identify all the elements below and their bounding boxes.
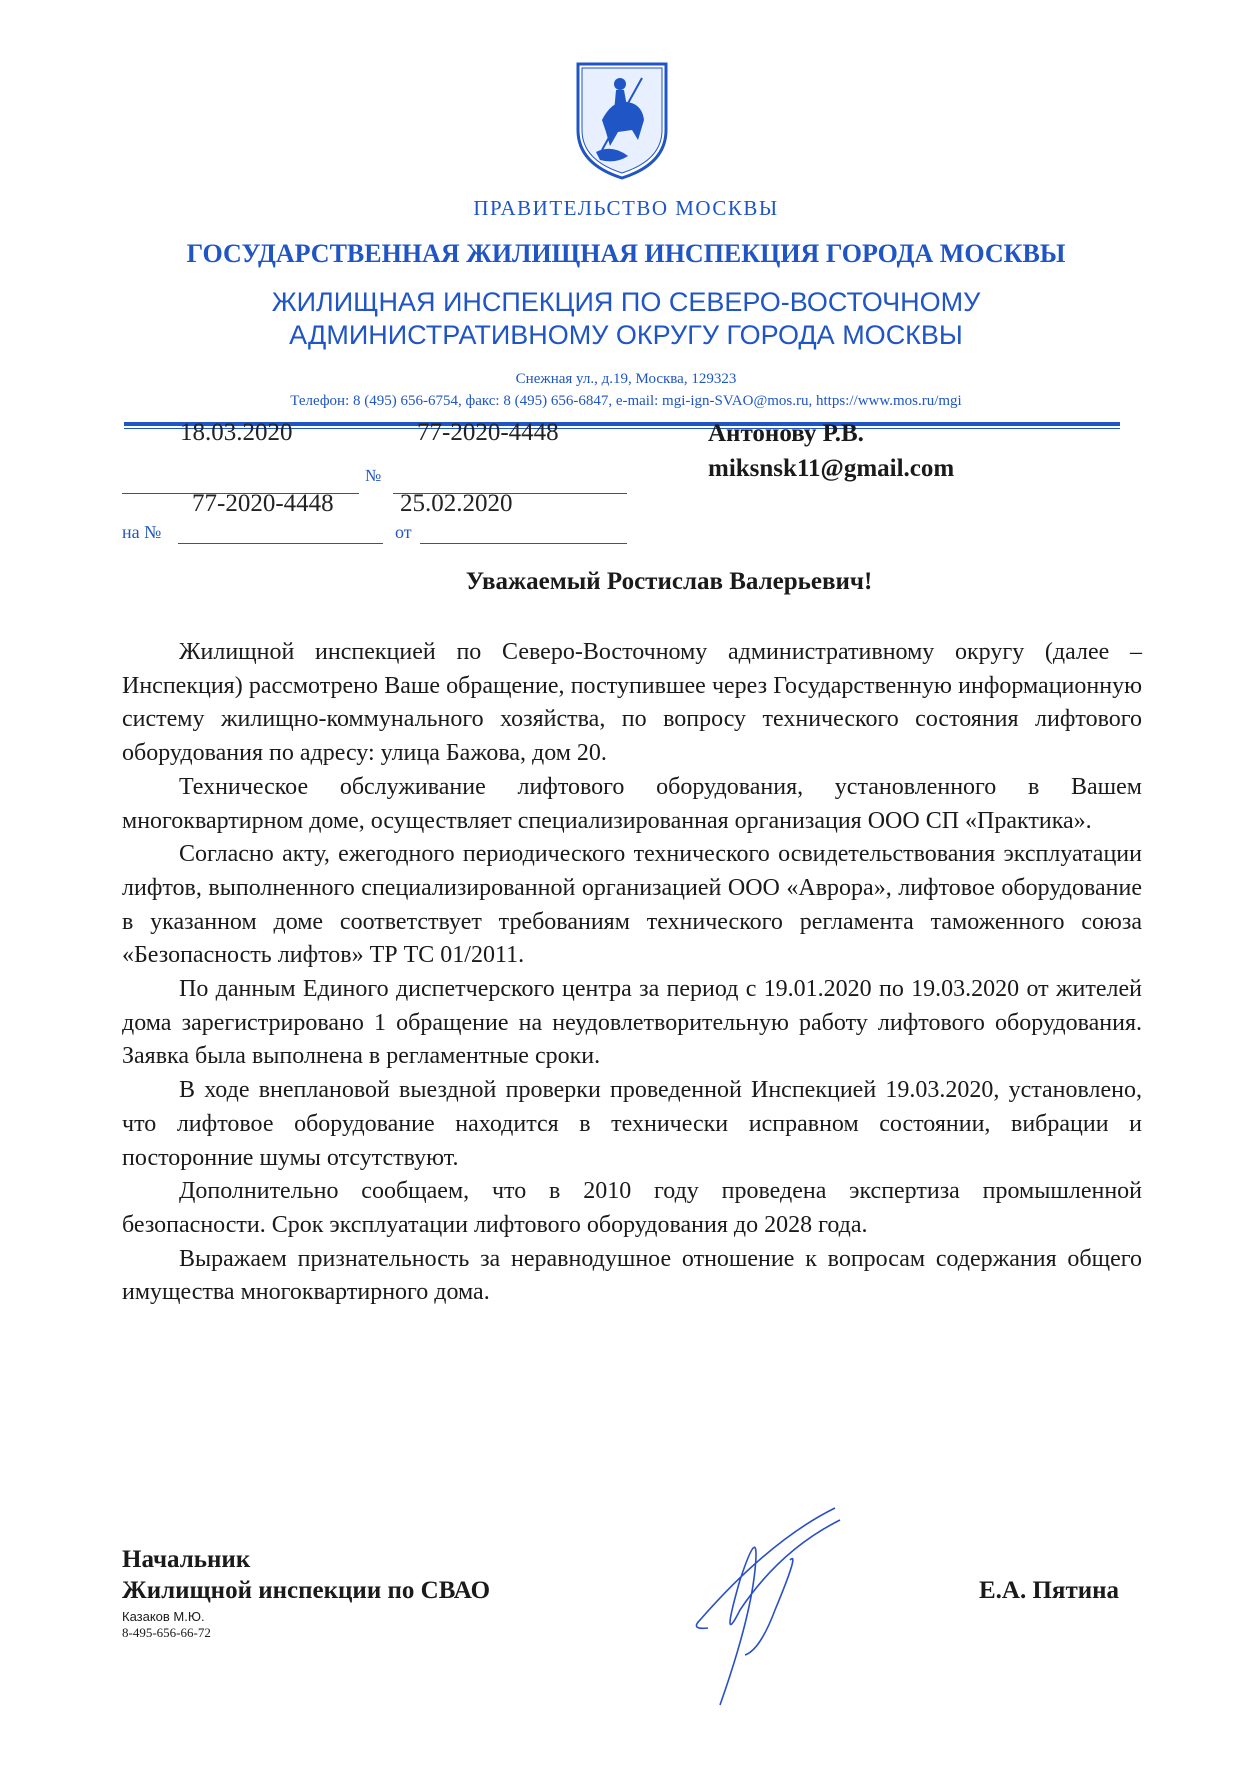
executor-name: Казаков М.Ю. (122, 1609, 205, 1624)
executor-phone: 8-495-656-66-72 (122, 1625, 211, 1640)
signer-position-line2: Жилищной инспекции по СВАО (122, 1577, 491, 1604)
letter-body (122, 636, 1142, 1310)
body-paragraph: По данным Единого диспетчерского центра за период с 19.01.2020 по 19.03.2020 от жителей дома зарегистрировано 1 обращение на неудовлетворительную работу лифтового оборудования. Заявка была выполнена в регламентные сроки. (122, 976, 1142, 1070)
body-paragraph: Выражаем признательность за неравнодушное отношение к вопросам содержания общего имущества многоквартирного дома. (122, 1245, 1142, 1306)
in-reply-number-line (178, 543, 383, 544)
recipient-email: miksnsk11@gmail.com (708, 455, 955, 482)
body-paragraph: Согласно акту, ежегодного периодического технического освидетельствования эксплуатации лифтов, выполненного специализированной организацией ООО «Аврора», лифтовое оборудование в указанном доме соответствует требованиям технического регламента таможенного союза «Безопасность лифтов» ТР ТС 01/2011. (122, 841, 1142, 969)
outgoing-date: 18.03.2020 (180, 419, 293, 446)
body-paragraph: Жилищной инспекцией по Северо-Восточному административному округу (далее – Инспекция) рассмотрено Ваше обращение, поступившее через Государственную информационную систему жилищно-коммунального хозяйства, по вопросу технического состояния лифтового оборудования по адресу: улица Бажова, дом 20. (122, 639, 1142, 767)
greeting: Уважаемый Ростислав Валерьевич! (465, 568, 873, 595)
government-name: ПРАВИТЕЛЬСТВО МОСКВЫ (473, 196, 779, 220)
moscow-coat-of-arms-emblem (572, 60, 672, 182)
recipient-name: Антонову Р.В. (708, 420, 864, 447)
in-reply-to-label: на № (122, 522, 162, 542)
department-name-line2: АДМИНИСТРАТИВНОМУ ОКРУГУ ГОРОДА МОСКВЫ (289, 320, 963, 350)
reference-date: 25.02.2020 (400, 490, 513, 517)
body-paragraph: В ходе внеплановой выездной проверки проведенной Инспекцией 19.03.2020, установлено, что лифтовое оборудование находится в технически исправном состоянии, вибрации и посторонние шумы отсутствуют. (122, 1077, 1142, 1171)
body-paragraph: Техническое обслуживание лифтового оборудования, установленного в Вашем многоквартирном доме, осуществляет специализированная организация ООО СП «Практика». (122, 773, 1142, 834)
in-reply-date-line (420, 543, 627, 544)
department-address: Снежная ул., д.19, Москва, 129323 (515, 371, 737, 387)
department-name-line1: ЖИЛИЩНАЯ ИНСПЕКЦИЯ ПО СЕВЕРО-ВОСТОЧНОМУ (271, 287, 981, 317)
department-contacts: Телефон: 8 (495) 656-6754, факс: 8 (495) 656-6847, e-mail: mgi-ign-SVAO@mos.ru, https://www.mos.ru/mgi (290, 393, 962, 409)
agency-name: ГОСУДАРСТВЕННАЯ ЖИЛИЩНАЯ ИНСПЕКЦИЯ ГОРОДА МОСКВЫ (186, 239, 1066, 268)
signer-name: Е.А. Пятина (979, 1577, 1120, 1604)
signer-position-line1: Начальник (122, 1546, 251, 1573)
body-paragraph: Дополнительно сообщаем, что в 2010 году проведена экспертиза промышленной безопасности. Срок эксплуатации лифтового оборудования до 2028 года. (122, 1178, 1142, 1238)
reference-number: 77-2020-4448 (192, 490, 334, 517)
outgoing-number: 77-2020-4448 (417, 419, 559, 446)
number-label: № (365, 466, 382, 485)
from-label: от (395, 522, 412, 542)
handwritten-signature (680, 1500, 850, 1710)
